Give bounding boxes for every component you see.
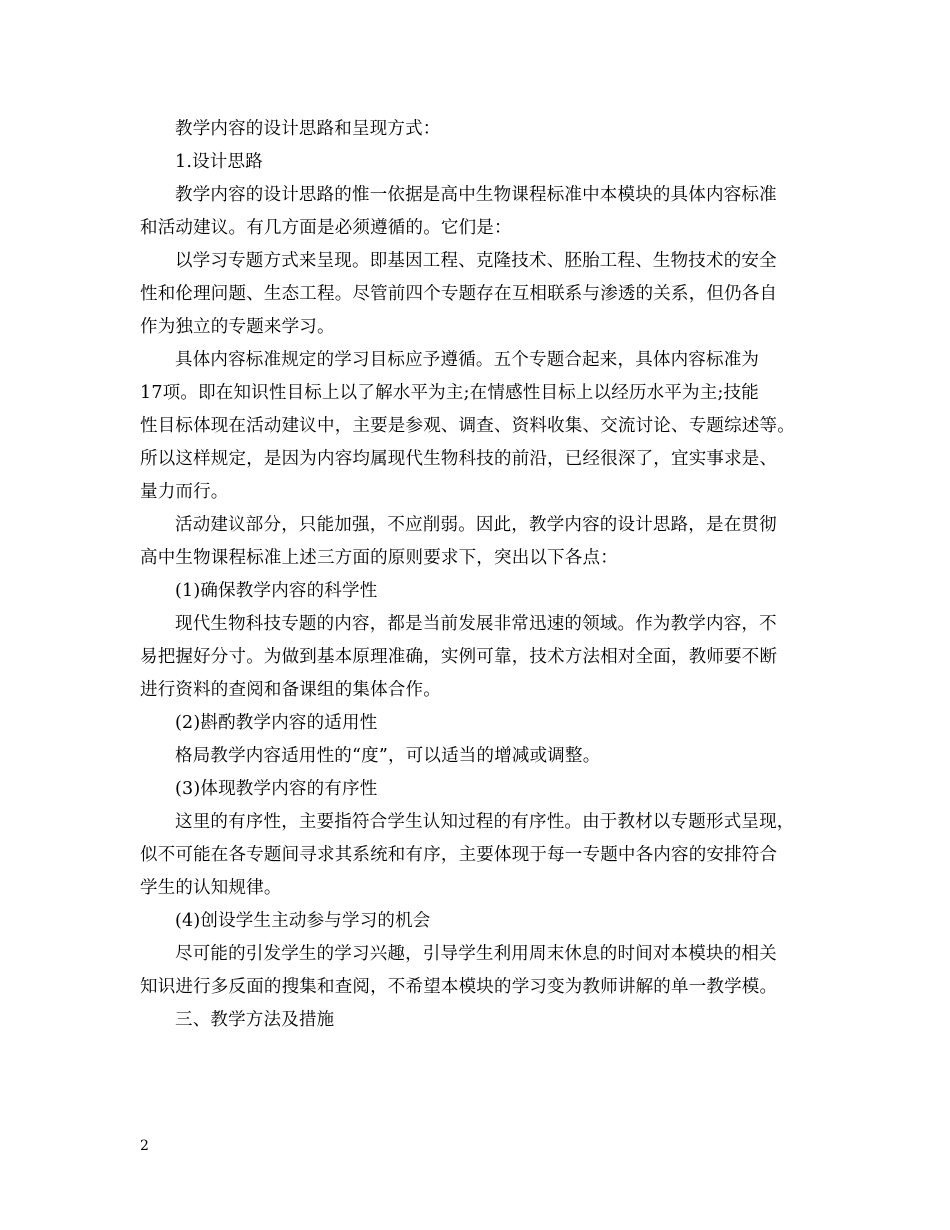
- paragraph: 以学习专题方式来呈现。即基因工程、克隆技术、胚胎工程、生物技术的安全 性和伦理问题、生态工程。尽管前四个专题存在互相联系与渗透的关系，但仍各自 作为独立的专题来学习。: [140, 251, 778, 337]
- paragraph: 现代生物科技专题的内容，都是当前发展非常迅速的领域。作为教学内容，不 易把握好分寸。为做到基本原理准确，实例可靠，技术方法相对全面，教师要不断 进行资料的查阅和备课组的集体合作。: [140, 614, 778, 700]
- paragraph-subheading: (1)确保教学内容的科学性: [175, 581, 378, 601]
- paragraph: 格局教学内容适用性的“度”，可以适当的增减或调整。: [175, 746, 601, 766]
- paragraph: 活动建议部分，只能加强，不应削弱。因此，教学内容的设计思路，是在贯彻 高中生物课程标准上述三方面的原则要求下，突出以下各点：: [140, 515, 777, 568]
- paragraph-subheading: (2)斟酌教学内容的适用性: [175, 713, 378, 733]
- paragraph-subheading: 1.设计思路: [175, 152, 263, 172]
- paragraph: 具体内容标准规定的学习目标应予遵循。五个专题合起来，具体内容标准为 17项。即在知识性目标上以了解水平为主;在情感性目标上以经历水平为主;技能 性目标体现在活动建议中，主要是参观、调查、资料收集、交流讨论、专题综述等。 所以这样规定，是因为内容均属现代生物科技的前沿，已经很深了，宜实事求是、 量力而行。: [140, 350, 795, 502]
- page-number: 2: [140, 1138, 149, 1154]
- paragraph-subheading: (3)体现教学内容的有序性: [175, 779, 378, 799]
- paragraph-subheading: (4)创设学生主动参与学习的机会: [175, 911, 431, 931]
- section-heading: 三、教学方法及措施: [175, 1010, 335, 1030]
- paragraph: 这里的有序性，主要指符合学生认知过程的有序性。由于教材以专题形式呈现， 似不可能在各专题间寻求其系统和有序，主要体现于每一专题中各内容的安排符合 学生的认知规律。: [140, 812, 795, 898]
- paragraph-heading: 教学内容的设计思路和呈现方式：: [175, 119, 441, 139]
- paragraph: 尽可能的引发学生的学习兴趣，引导学生利用周末休息的时间对本模块的相关 知识进行多反面的搜集和查阅，不希望本模块的学习变为教师讲解的单一教学模。: [140, 944, 778, 997]
- document-body: [140, 113, 830, 1037]
- paragraph: 教学内容的设计思路的惟一依据是高中生物课程标准中本模块的具体内容标准 和活动建议。有几方面是必须遵循的。它们是：: [140, 185, 777, 238]
